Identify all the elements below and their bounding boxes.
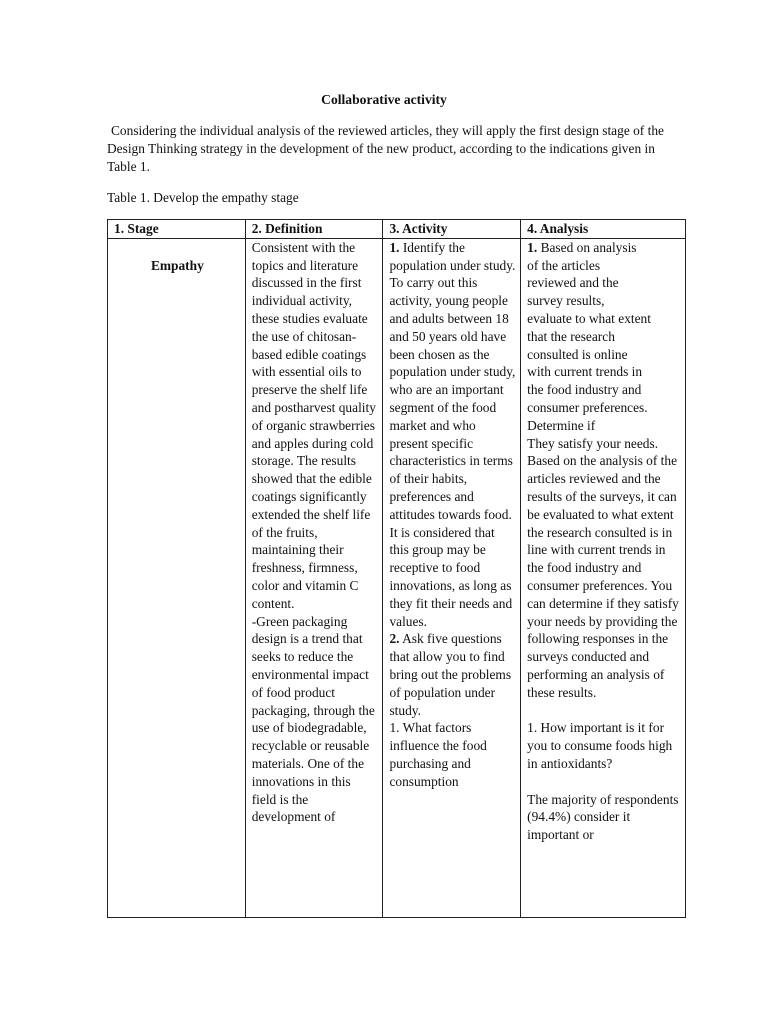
analysis-answer: The majority of respondents (94.4%) consider it important or [527,791,679,843]
activity-cell [383,238,521,917]
stage-name: Empathy [150,257,204,273]
table-header-row [108,220,686,239]
page-title: Collaborative activity [321,92,447,107]
header-analysis: 4. Analysis [521,220,686,239]
activity-item-1-text: Identify the population under study. To carry out this activity, young people and adults between 18 and 50 years old have been chosen as the population under study, who are an important segment of the food market and who present specific characteristics in terms of their habits, preferences and attitudes towards food. It is considered that this group may be receptive to food innovations, as long as they fit their needs and values. [389,239,516,629]
header-stage: 1. Stage [108,220,246,239]
activity-item-2-text: Ask five questions that allow you to find bring out the problems of population under study. 1. What factors influence the food purchasing and consumption [389,631,512,789]
analysis-cell [521,238,686,917]
intro-paragraph: Considering the individual analysis of the reviewed articles, they will apply the first design stage of the Design Thinking strategy in the development of the new product, according to the indications given in Table 1. [107,123,664,174]
activity-item-2 [389,630,516,790]
analysis-item-1-text: Based on analysis of the articles reviewed and the survey results, evaluate to what extent that the research consulted is online with current trends in the food industry and consumer preferences. Determine if They satisfy your needs. Based on the analysis of the articles reviewed and the results of the surveys, it can be evaluated to what extent the research consulted is in line with current trends in the food industry and consumer preferences. You can determine if they satisfy your needs by providing the following responses in the surveys conducted and performing an analysis of these results. [527,239,679,700]
table-caption: Table 1. Develop the empathy stage [107,190,299,205]
header-definition: 2. Definition [245,220,383,239]
empathy-table [107,219,686,918]
header-activity: 3. Activity [383,220,521,239]
analysis-item-1-number: 1. [527,239,538,255]
activity-item-1-number: 1. [389,239,400,255]
definition-cell [245,238,383,917]
table-row [108,238,686,917]
analysis-question: 1. How important is it for you to consume foods high in antioxidants? [527,720,673,771]
stage-cell [108,238,246,917]
activity-item-2-number: 2. [389,631,400,647]
definition-text: Consistent with the topics and literature discussed in the first individual activity, these studies evaluate the use of chitosan-based edible coatings with essential oils to preserve the shelf life and postharvest quality of organic strawberries and apples during cold storage. The results showed that the edible coatings significantly extended the shelf life of the fruits, maintaining their freshness, firmness, color and vitamin C content. -Green packaging design is a trend that seeks to reduce the environmental impact of food product packaging, through the use of biodegradable, recyclable or reusable materials. One of the innovations in this field is the development of [251,239,376,825]
analysis-item-1 [527,239,681,702]
activity-item-1 [389,239,516,631]
